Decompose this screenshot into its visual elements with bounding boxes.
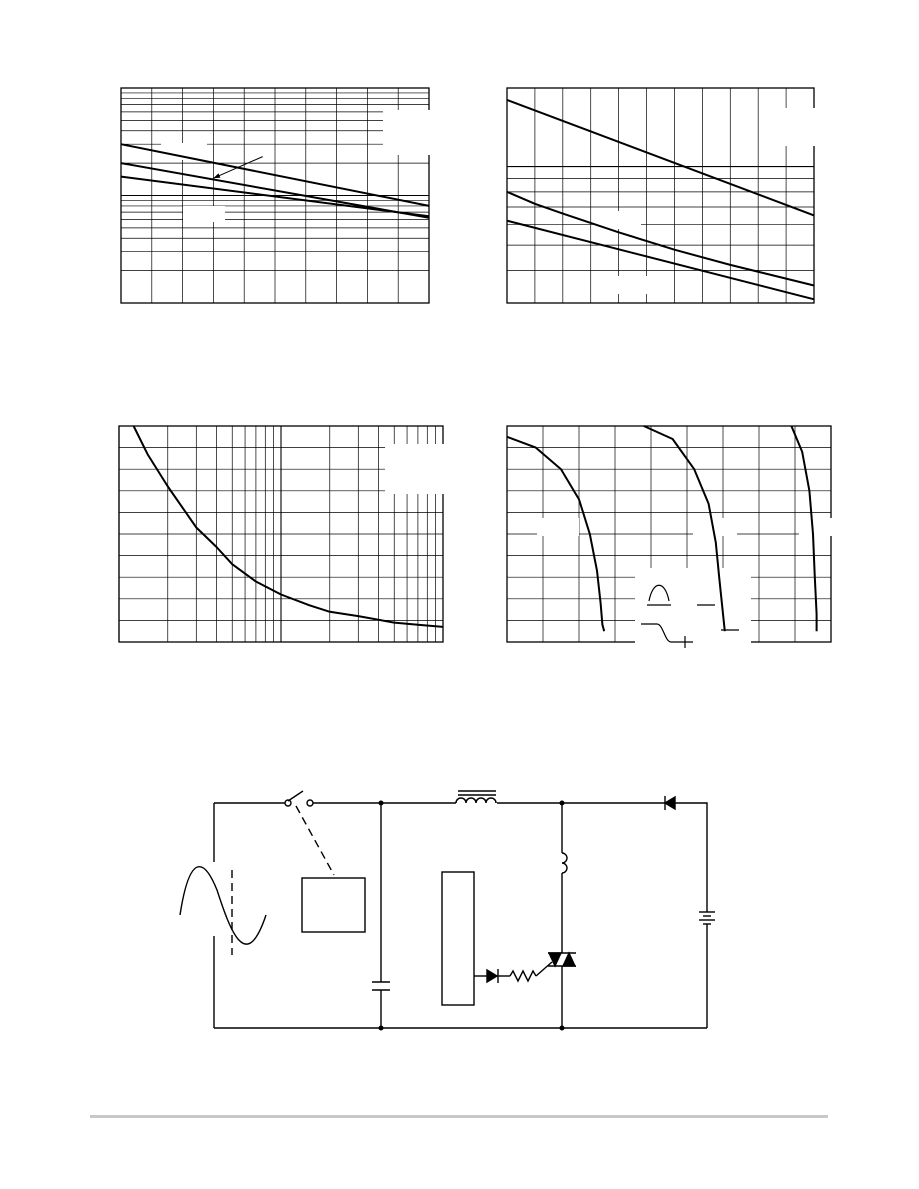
ac-source-symbol — [180, 867, 266, 955]
output-diode-symbol — [665, 796, 675, 810]
inductor-symbol — [456, 791, 496, 803]
capacitor-symbol — [372, 982, 390, 990]
triac-symbol — [548, 953, 576, 966]
controller-box — [442, 872, 474, 1005]
wire-top-end — [675, 803, 707, 912]
gate-diode-symbol — [487, 969, 498, 983]
footer-rule — [90, 1115, 828, 1118]
coil-symbol — [562, 853, 567, 873]
control-box — [302, 878, 365, 932]
battery-symbol — [699, 912, 715, 924]
gate-drive — [474, 962, 552, 981]
